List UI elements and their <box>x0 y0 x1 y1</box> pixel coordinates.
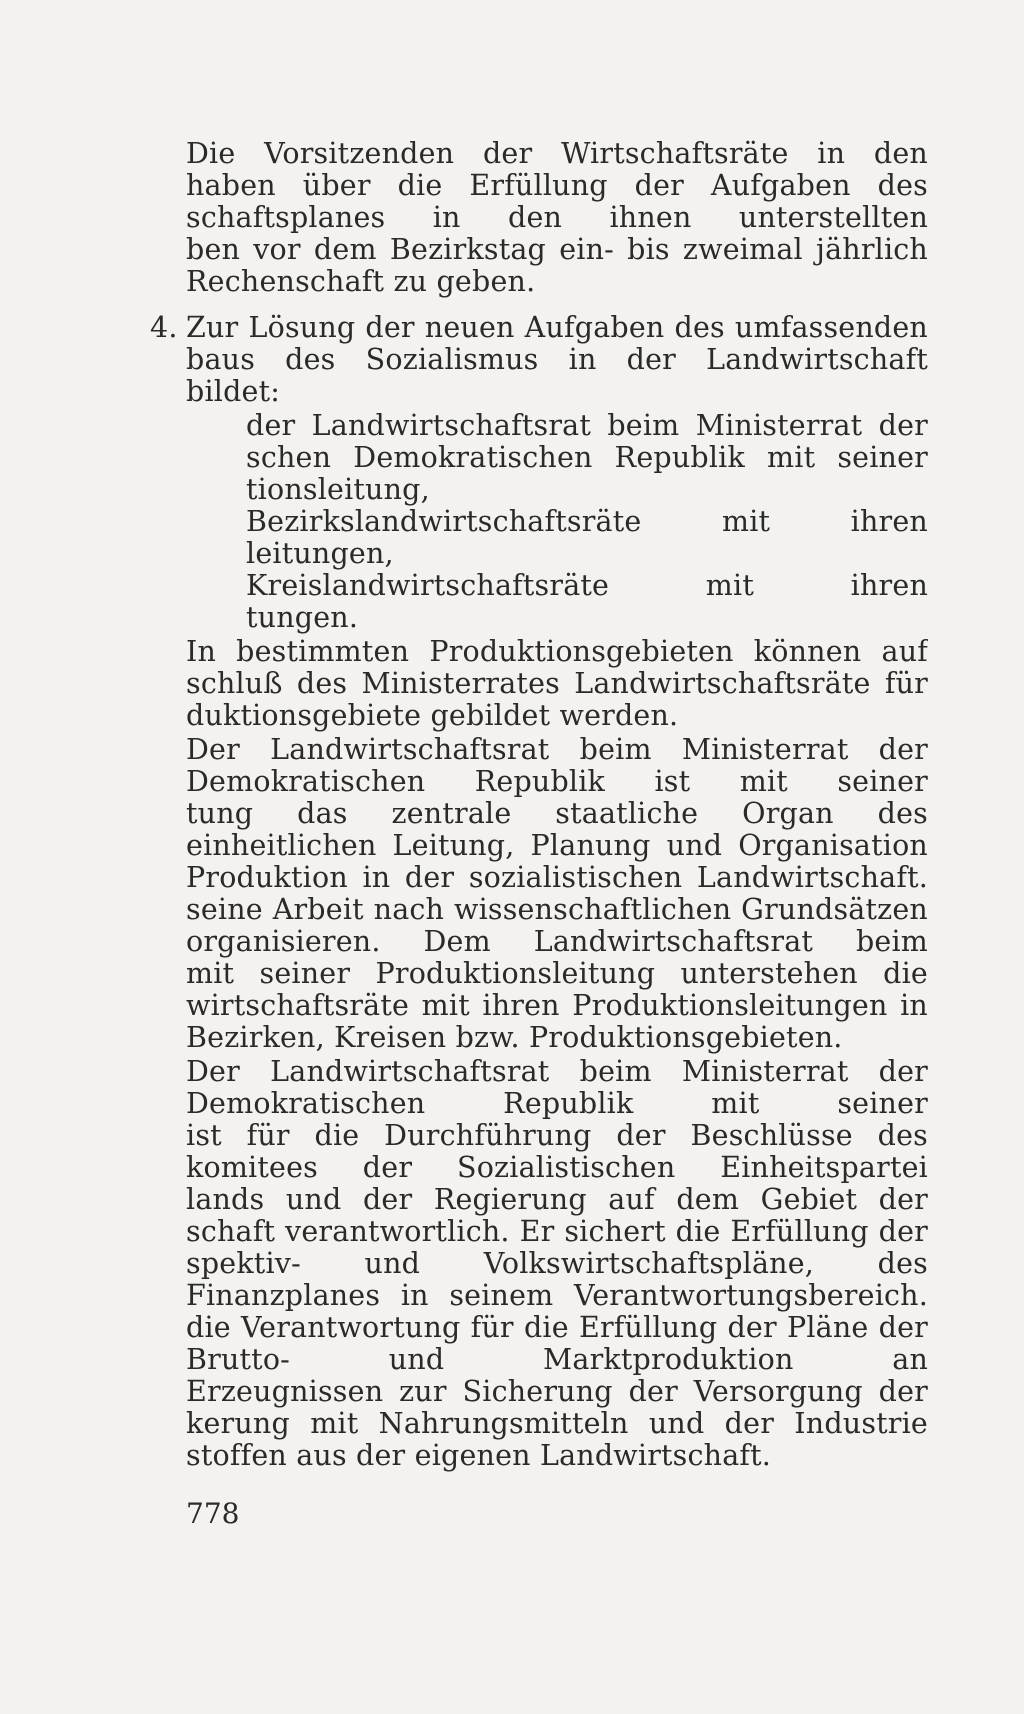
text-line: Bezirkslandwirtschaftsräte mit ihren <box>246 506 928 538</box>
text-line: duktionsgebiete gebildet werden. <box>186 699 679 732</box>
text-line: schaftsplanes in den ihnen unterstellten <box>186 202 928 234</box>
text-line: kerung mit Nahrungsmitteln und der Industrie <box>186 1408 928 1440</box>
text-line: ben vor dem Bezirkstag ein- bis zweimal jährlich <box>186 234 928 266</box>
text-line: die Verantwortung für die Erfüllung der Pläne der <box>186 1312 928 1344</box>
text-line: Finanzplanes in seinem Verantwortungsbereich. <box>186 1280 928 1312</box>
text-line: Brutto- und Marktproduktion an <box>186 1344 928 1376</box>
text-line: einheitlichen Leitung, Planung und Organisation <box>186 830 928 862</box>
text-line: mit seiner Produktionsleitung unterstehen die <box>186 958 928 990</box>
text-line: Demokratischen Republik mit seiner <box>186 1088 928 1120</box>
text-line: Kreislandwirtschaftsräte mit ihren <box>246 570 928 602</box>
text-line: tung das zentrale staatliche Organ des <box>186 798 928 830</box>
text-line: organisieren. Dem Landwirtschaftsrat beim <box>186 926 928 958</box>
text-line: spektiv- und Volkswirtschaftspläne, des <box>186 1248 928 1280</box>
text-line: Produktion in der sozialistischen Landwirtschaft. <box>186 862 928 894</box>
text-line: stoffen aus der eigenen Landwirtschaft. <box>186 1439 772 1472</box>
list-number: 4. <box>150 311 178 344</box>
text-line: leitungen, <box>246 537 394 570</box>
text-line: Zur Lösung der neuen Aufgaben des umfassenden <box>186 312 928 344</box>
text-line: der Landwirtschaftsrat beim Ministerrat der <box>246 410 928 442</box>
text-line: wirtschaftsräte mit ihren Produktionsleitungen in <box>186 990 928 1022</box>
text-line: ist für die Durchführung der Beschlüsse des <box>186 1120 928 1152</box>
text-line: Demokratischen Republik ist mit seiner <box>186 766 928 798</box>
text-line: Der Landwirtschaftsrat beim Ministerrat der <box>186 734 928 766</box>
page-number: 778 <box>186 1497 240 1530</box>
text-line: Bezirken, Kreisen bzw. Produktionsgebieten. <box>186 1021 843 1054</box>
text-line: baus des Sozialismus in der Landwirtschaft <box>186 344 928 376</box>
text-line: lands und der Regierung auf dem Gebiet der <box>186 1184 928 1216</box>
text-line: haben über die Erfüllung der Aufgaben des <box>186 170 928 202</box>
text-line: Rechenschaft zu geben. <box>186 265 536 298</box>
text-line: schluß des Ministerrates Landwirtschaftsräte für <box>186 668 928 700</box>
text-line: schaft verantwortlich. Er sichert die Erfüllung der <box>186 1216 928 1248</box>
text-line: tionsleitung, <box>246 473 430 506</box>
text-line: komitees der Sozialistischen Einheitspartei <box>186 1152 928 1184</box>
text-line: tungen. <box>246 601 359 634</box>
text-line: In bestimmten Produktionsgebieten können auf <box>186 636 928 668</box>
text-line: bildet: <box>186 375 281 408</box>
text-line: Die Vorsitzenden der Wirtschaftsräte in den <box>186 138 928 170</box>
text-line: Der Landwirtschaftsrat beim Ministerrat der <box>186 1056 928 1088</box>
text-line: seine Arbeit nach wissenschaftlichen Grundsätzen <box>186 894 928 926</box>
text-line: Erzeugnissen zur Sicherung der Versorgung der <box>186 1376 928 1408</box>
text-line: schen Demokratischen Republik mit seiner <box>246 442 928 474</box>
